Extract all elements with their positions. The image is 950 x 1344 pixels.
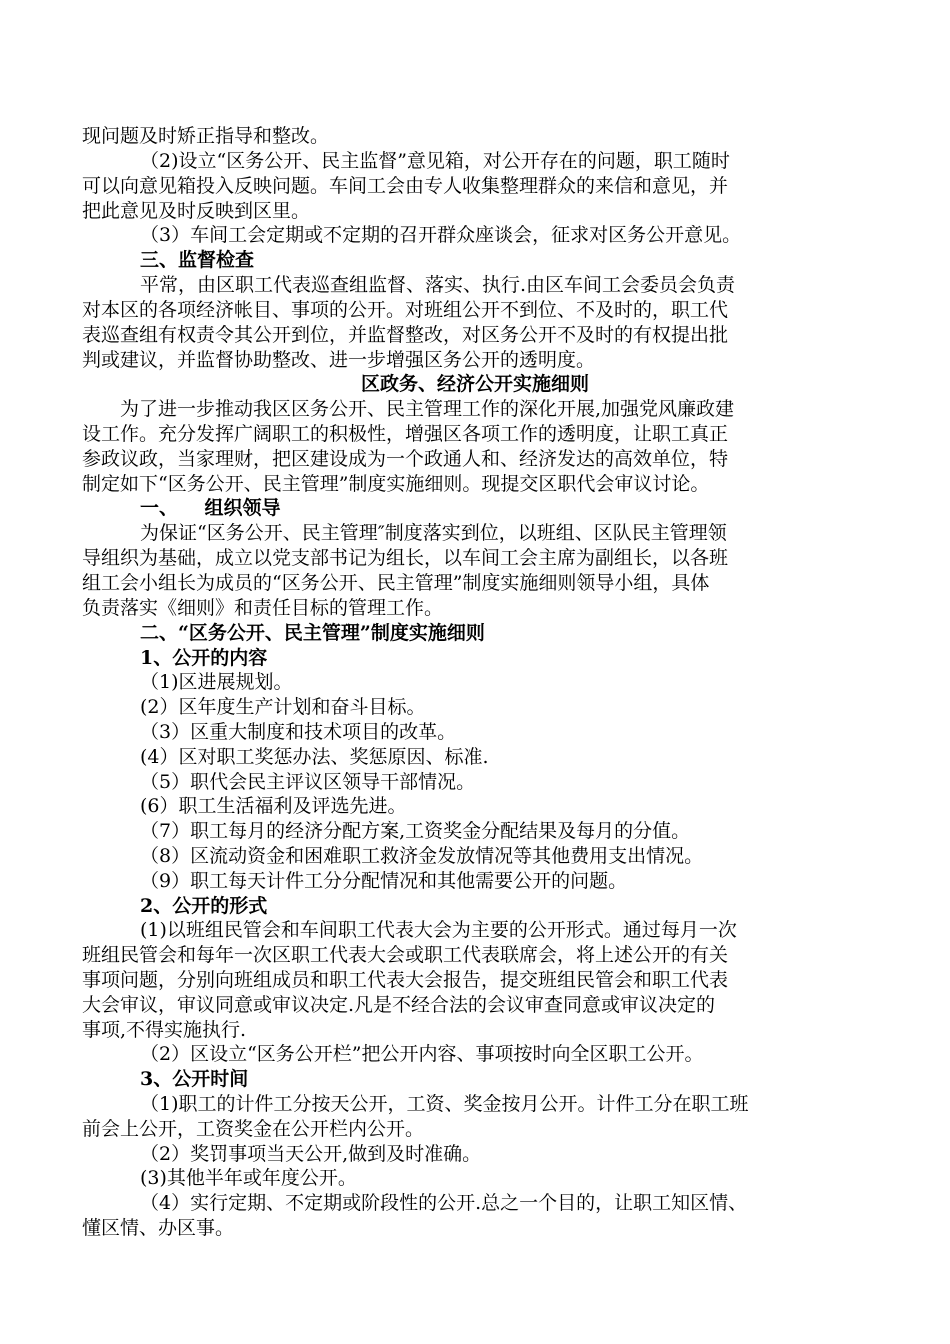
paragraph-line: 表巡查组有权责令其公开到位，并监督整改，对区务公开不及时的有权提出批	[82, 324, 729, 346]
document-title: 区政务、经济公开实施细则	[360, 373, 589, 395]
list-item: （9）职工每天计件工分分配情况和其他需要公开的问题。	[140, 870, 628, 892]
paragraph-line: （2）区设立“区务公开栏”把公开内容、事项按时向全区职工公开。	[140, 1043, 704, 1065]
paragraph-line: 负责落实《细则》和责任目标的管理工作。	[82, 597, 444, 619]
paragraph-line: 班组民管会和每年一次区职工代表大会或职工代表联席会，将上述公开的有关	[82, 944, 729, 966]
subsection-heading: 3、公开时间	[140, 1068, 249, 1090]
paragraph-line: （2）奖罚事项当天公开,做到及时准确。	[140, 1143, 482, 1165]
paragraph-line: 组工会小组长为成员的“区务公开、民主管理”制度实施细则领导小组，具体	[82, 572, 710, 594]
paragraph-line: 导组织为基础，成立以党支部书记为组长，以车间工会主席为副组长，以各班	[82, 547, 729, 569]
paragraph-line: 制定如下“区务公开、民主管理”制度实施细则。现提交区职代会审议讨论。	[82, 473, 710, 495]
paragraph-line: 现问题及时矫正指导和整改。	[82, 125, 330, 147]
paragraph-line: 大会审议，审议同意或审议决定.凡是不经合法的会议审查同意或审议决定的	[82, 994, 716, 1016]
paragraph-line: 设工作。充分发挥广阔职工的积极性，增强区各项工作的透明度，让职工真正	[82, 423, 729, 445]
section-heading: 三、监督检查	[140, 249, 255, 271]
paragraph-line: （4）实行定期、不定期或阶段性的公开.总之一个目的，让职工知区情、	[140, 1192, 748, 1214]
paragraph-line: 事项问题，分别向班组成员和职工代表大会报告，提交班组民管会和职工代表	[82, 969, 729, 991]
list-item: (6）职工生活福利及评选先进。	[140, 795, 407, 817]
list-item: （1)区进展规划。	[140, 671, 293, 693]
paragraph-line: 参政议政，当家理财，把区建设成为一个政通人和、经济发达的高效单位，特	[82, 448, 729, 470]
paragraph-line: 把此意见及时反映到区里。	[82, 200, 311, 222]
list-item: (2）区年度生产计划和奋斗目标。	[140, 696, 426, 718]
list-item: （3）区重大制度和技术项目的改革。	[140, 721, 457, 743]
subsection-heading: 1、公开的内容	[140, 647, 268, 669]
paragraph-line: 可以向意见箱投入反映问题。车间工会由专人收集整理群众的来信和意见，并	[82, 175, 729, 197]
paragraph-line: 懂区情、办区事。	[82, 1217, 235, 1239]
paragraph-line: 为保证“区务公开、民主管理″制度落实到位，以班组、区队民主管理领	[140, 522, 727, 544]
paragraph-line: (3)其他半年或年度公开。	[140, 1167, 357, 1189]
list-item: （5）职代会民主评议区领导干部情况。	[140, 771, 476, 793]
list-item: （8）区流动资金和困难职工救济金发放情况等其他费用支出情况。	[140, 845, 704, 867]
paragraph-line: (1)以班组民管会和车间职工代表大会为主要的公开形式。通过每月一次	[140, 919, 737, 941]
list-item: (4）区对职工奖惩办法、奖惩原因、标准.	[140, 746, 489, 768]
list-item: （7）职工每月的经济分配方案,工资奖金分配结果及每月的分值。	[140, 820, 691, 842]
paragraph-line: （2)设立“区务公开、民主监督”意见箱，对公开存在的问题，职工随时	[140, 150, 730, 172]
paragraph-line: （3）车间工会定期或不定期的召开群众座谈会，征求对区务公开意见。	[140, 224, 742, 246]
paragraph-line: 平常，由区职工代表巡查组监督、落实、执行.由区车间工会委员会负责	[140, 274, 736, 296]
paragraph-line: 事项,不得实施执行.	[82, 1019, 247, 1041]
paragraph-line: （1)职工的计件工分按天公开，工资、奖金按月公开。计件工分在职工班	[140, 1093, 749, 1115]
paragraph-line: 判或建议，并监督协助整改、进一步增强区务公开的透明度。	[82, 349, 596, 371]
paragraph-line: 为了进一步推动我区区务公开、民主管理工作的深化开展,加强党风廉政建	[120, 398, 735, 420]
paragraph-line: 对本区的各项经济帐目、事项的公开。对班组公开不到位、不及时的，职工代	[82, 299, 729, 321]
paragraph-line: 前会上公开，工资奖金在公开栏内公开。	[82, 1118, 425, 1140]
subsection-heading: 2、公开的形式	[140, 895, 268, 917]
section-heading: 二、“区务公开、民主管理”制度实施细则	[140, 622, 485, 644]
section-heading: 一、 组织领导	[140, 497, 281, 519]
